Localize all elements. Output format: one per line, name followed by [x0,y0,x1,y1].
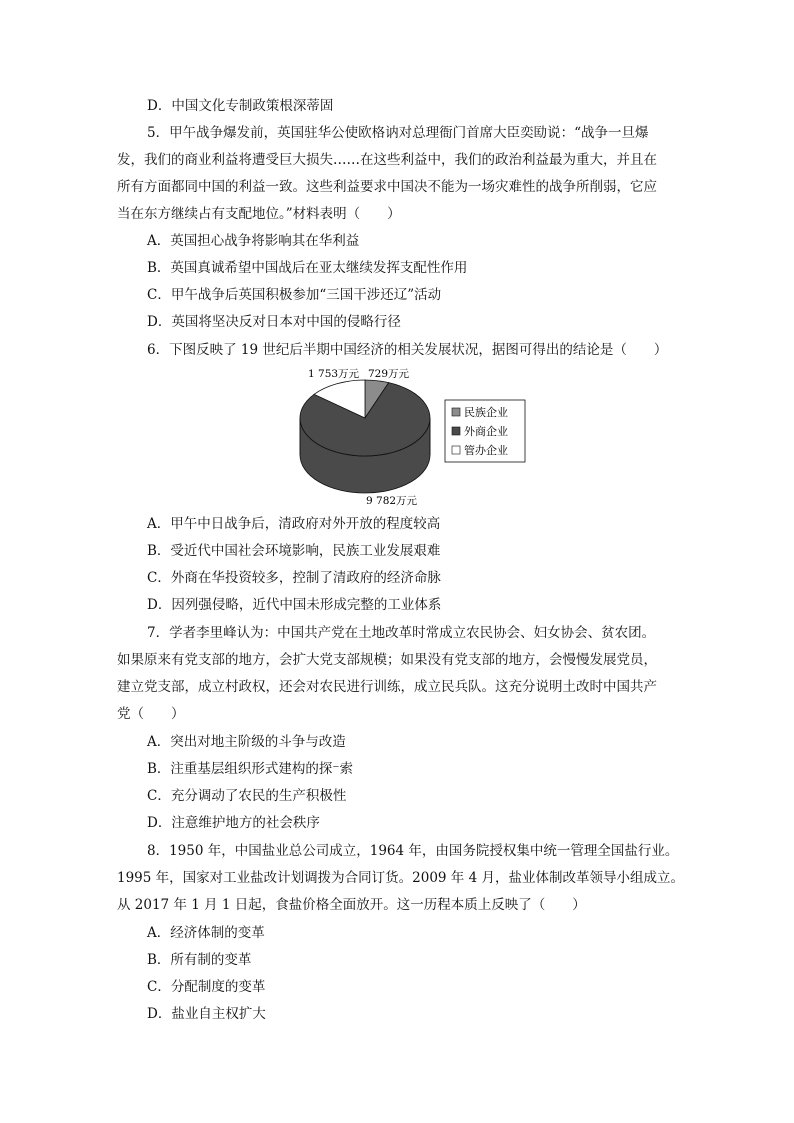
q5-option-d: D．英国将坚决反对日本对中国的侵略行径 [147,314,401,330]
q7-option-b: B．注重基层组织形式建构的探⁻索 [147,761,354,777]
q5-option-b: B．英国真诚希望中国战后在亚太继续发挥支配性作用 [147,260,468,276]
q7-option-d: D．注意维护地方的社会秩序 [147,815,320,831]
q8-option-c: C．分配制度的变革 [147,979,266,995]
q6-stem: 6．下图反映了 19 世纪后半期中国经济的相关发展状况，据图可得出的结论是（ ） [147,342,668,358]
q7-stem-line-3: 建立党支部，成立村政权，还会对农民进行训练，成立民兵队。这充分说明土改时中国共产 [117,679,657,695]
pie-label-state-run: 1 753万元 [308,368,360,380]
q8-option-a: A．经济体制的变革 [147,925,265,941]
q5-stem-line-4: 当在东方继续占有支配地位。”材料表明（ ） [117,206,401,222]
legend-label-state-run: 管办企业 [464,444,508,457]
q6-option-b: B．受近代中国社会环境影响，民族工业发展艰难 [147,543,441,559]
q8-stem-line-3: 从 2017 年 1 月 1 日起，食盐价格全面放开。这一历程本质上反映了（ ） [117,897,586,913]
pie-label-national: 729万元 [368,368,410,380]
q7-option-c: C．充分调动了农民的生产积极性 [147,788,347,804]
legend-label-national: 民族企业 [464,406,508,419]
q6-option-d: D．因列强侵略，近代中国未形成完整的工业体系 [147,597,442,613]
legend-label-foreign: 外商企业 [464,425,508,438]
legend-swatch-state-run [452,446,460,454]
q5-stem-line-1: 5．甲午战争爆发前，英国驻华公使欧格讷对总理衙门首席大臣奕劻说：“战争一旦爆 [147,125,649,141]
q5-option-c: C．甲午战争后英国积极参加“三国干涉还辽”活动 [147,287,442,303]
q6-option-a: A．甲午中日战争后，清政府对外开放的程度较高 [147,516,441,532]
q8-stem-line-1: 8．1950 年，中国盐业总公司成立，1964 年，由国务院授权集中统一管理全国盐行业。 [147,843,679,859]
q7-stem-line-2: 如果原来有党支部的地方，会扩大党支部规模；如果没有党支部的地方，会慢慢发展党员， [117,652,657,668]
legend-swatch-foreign [452,427,460,435]
q7-stem-line-1: 7．学者李里峰认为：中国共产党在土地改革时常成立农民协会、妇女协会、贫农团。 [147,625,656,641]
q5-option-a: A．英国担心战争将影响其在华利益 [147,233,360,249]
q7-stem-line-4: 党（ ） [117,706,185,722]
q8-option-d: D．盐业自主权扩大 [147,1006,266,1022]
q6-option-c: C．外商在华投资较多，控制了清政府的经济命脉 [147,570,441,586]
enterprise-investment-pie-chart [290,360,530,510]
q5-stem-line-3: 所有方面都同中国的利益一致。这些利益要求中国决不能为一场灾难性的战争所削弱，它应 [117,179,657,195]
q5-stem-line-2: 发，我们的商业利益将遭受巨大损失……在这些利益中，我们的政治利益最为重大，并且在 [117,152,657,168]
q4-option-d: D．中国文化专制政策根深蒂固 [147,98,334,114]
legend-swatch-national [452,408,460,416]
pie-label-foreign: 9 782万元 [366,495,418,507]
q8-stem-line-2: 1995 年，国家对工业盐改计划调拨为合同订货。2009 年 4 月，盐业体制改革领导小组成立。 [117,870,684,886]
q7-option-a: A．突出对地主阶级的斗争与改造 [147,734,346,750]
q8-option-b: B．所有制的变革 [147,952,252,968]
